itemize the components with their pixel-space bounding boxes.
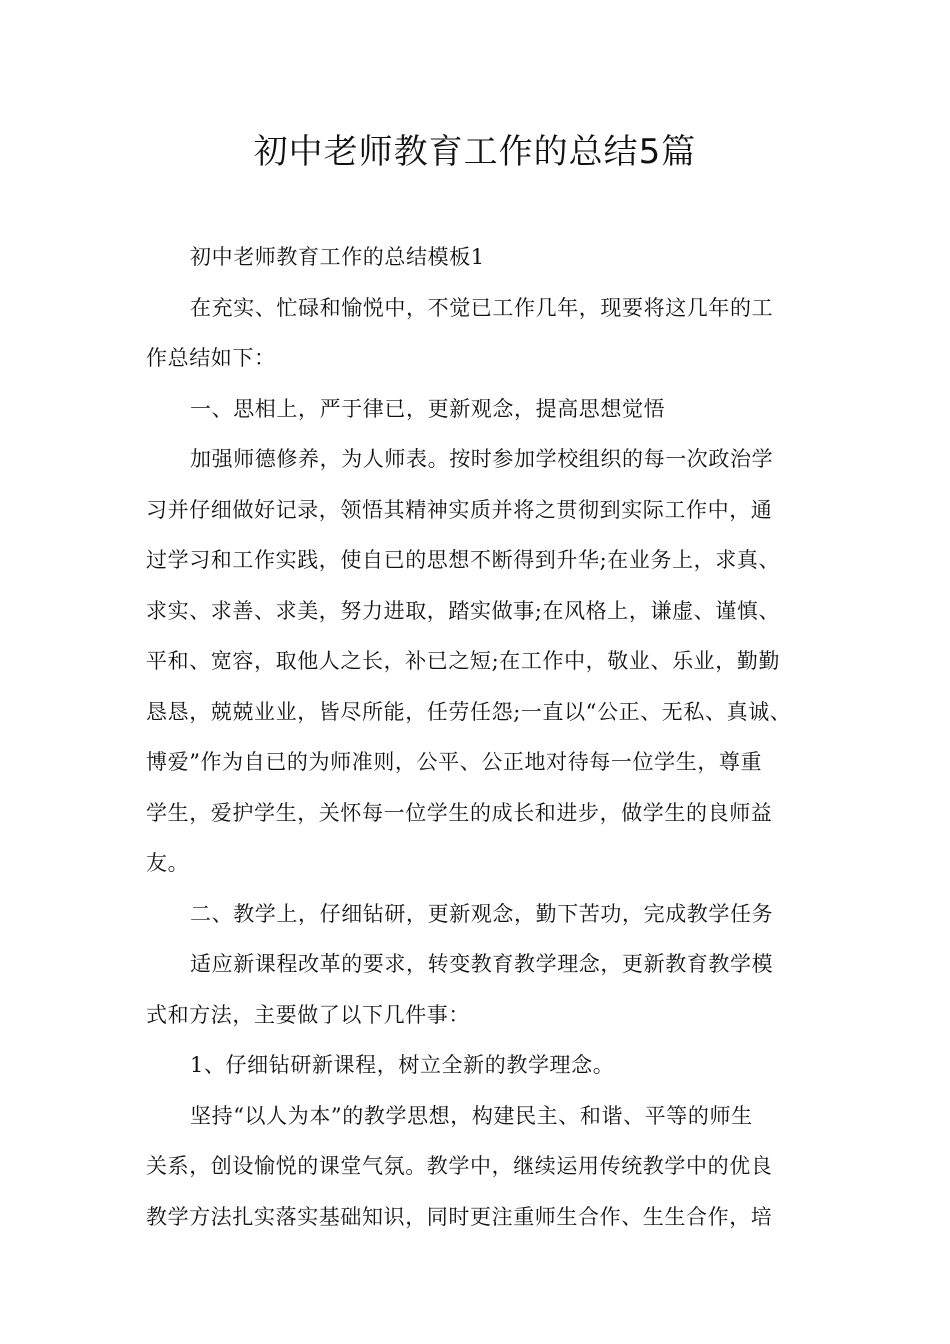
- paragraph-reform: 适应新课程改革的要求，转变教育教学理念，更新教育教学模 式和方法，主要做了以下几件事：: [146, 952, 774, 1027]
- paragraph-subtitle: 初中老师教育工作的总结模板1: [190, 245, 485, 269]
- paragraph-teaching: 坚持“以人为本”的教学思想，构建民主、和谐、平等的师生 关系，创设愉悦的课堂气氛。教学中，继续运用传统教学中的优良 教学方法扎实落实基础知识，同时更注重师生合作、生生合作，培: [146, 1103, 773, 1229]
- list-item-1: 1、仔细钻研新课程，树立全新的教学理念。: [190, 1053, 615, 1077]
- paragraph-intro: 在充实、忙碌和愉悦中，不觉已工作几年，现要将这几年的工 作总结如下：: [146, 295, 774, 370]
- document-title: 初中老师教育工作的总结5篇: [253, 132, 697, 172]
- section-heading-1: 一、思相上，严于律已，更新观念，提高思想觉悟: [190, 396, 666, 421]
- document-body: [146, 232, 814, 1242]
- section-heading-2: 二、教学上，仔细钻研，更新观念，勤下苦功，完成教学任务: [190, 901, 774, 926]
- paragraph-ethics: 加强师德修养，为人师表。按时参加学校组织的每一次政治学 习并仔细做好记录，领悟其精神实质并将之贯彻到实际工作中，通 过学习和工作实践，使自已的思想不断得到升华;在业务上，求真、 求实、求善、求美，努力进取，踏实做事;在风格上，谦虚、谨慎、 平和、宽容，取他人之长，补已之短;在工作中，敬业、乐业，勤勤 恳恳，兢兢业业，皆尽所能，任劳任怨;一直以“公正、无私、真诚、 博爱”作为自已的为师准则，公平、公正地对待每一位学生，尊重 学生，爱护学生，关怀每一位学生的成长和进步，做学生的良师益 友。: [146, 447, 792, 875]
